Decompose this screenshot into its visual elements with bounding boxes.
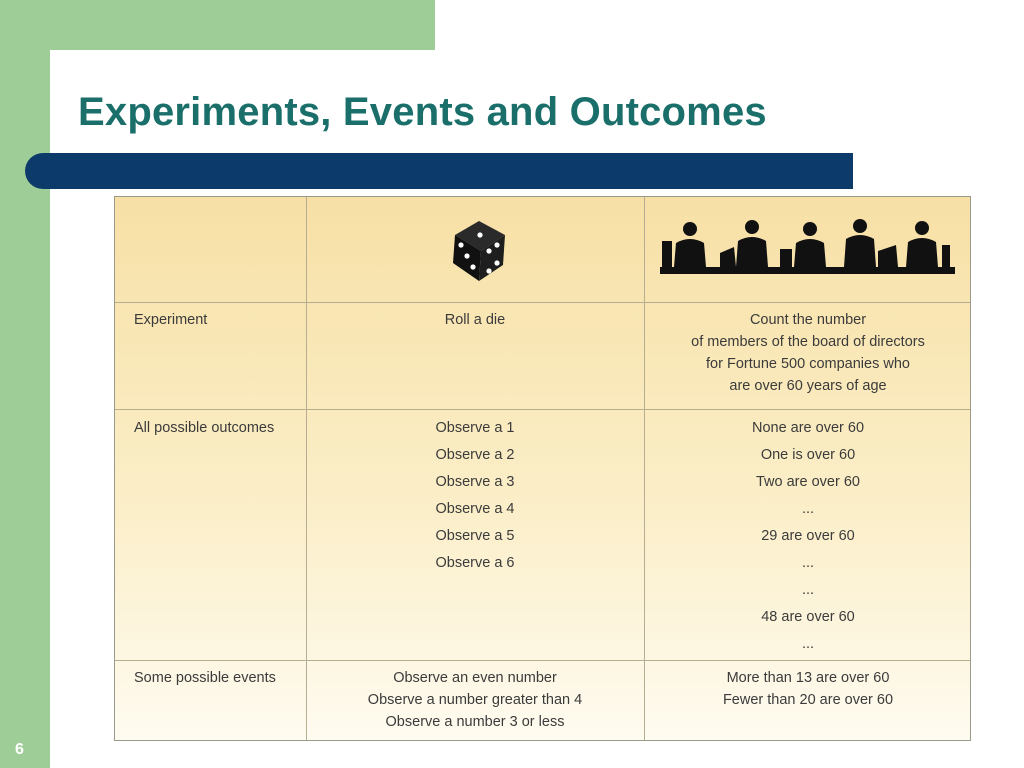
outcomes-die bbox=[306, 415, 644, 577]
outcome-item: One is over 60 bbox=[760, 447, 856, 463]
outcome-item: 29 are over 60 bbox=[761, 528, 855, 544]
experiment-board-line: are over 60 years of age bbox=[729, 378, 887, 394]
outcome-item: ... bbox=[801, 555, 815, 571]
outcome-item: 48 are over 60 bbox=[761, 609, 855, 625]
experiment-label: Experiment bbox=[134, 312, 208, 328]
outcomes-board bbox=[644, 415, 972, 658]
event-item: Observe a number 3 or less bbox=[385, 714, 565, 730]
outcome-item: None are over 60 bbox=[751, 420, 865, 436]
title-underline-bar bbox=[25, 153, 853, 189]
outcome-item: Observe a 1 bbox=[435, 420, 515, 436]
row-divider bbox=[115, 660, 970, 661]
top-green-band bbox=[0, 0, 435, 50]
event-item: Observe a number greater than 4 bbox=[367, 692, 583, 708]
experiment-die: Roll a die bbox=[444, 312, 506, 328]
outcome-item: Observe a 3 bbox=[435, 474, 515, 490]
experiment-board-line: Count the number bbox=[749, 312, 867, 328]
event-item: Observe an even number bbox=[393, 670, 557, 686]
events-die bbox=[306, 667, 644, 733]
event-item: Fewer than 20 are over 60 bbox=[722, 692, 894, 708]
experiment-board-line: for Fortune 500 companies who bbox=[706, 356, 910, 372]
outcomes-label: All possible outcomes bbox=[134, 420, 275, 436]
events-board bbox=[644, 667, 972, 711]
outcome-item: ... bbox=[801, 501, 815, 517]
outcome-item: Observe a 4 bbox=[435, 501, 515, 517]
outcome-item: ... bbox=[801, 582, 815, 598]
outcome-item: Two are over 60 bbox=[756, 474, 860, 490]
left-green-band bbox=[0, 0, 50, 768]
experiment-board-line: of members of the board of directors bbox=[691, 334, 925, 350]
slide-title: Experiments, Events and Outcomes bbox=[78, 90, 767, 134]
experiment-board bbox=[644, 309, 972, 397]
boardroom-silhouette-icon bbox=[660, 217, 955, 279]
outcome-item: Observe a 2 bbox=[435, 447, 515, 463]
die-icon bbox=[449, 215, 509, 285]
events-label: Some possible events bbox=[134, 670, 276, 686]
outcome-item: Observe a 6 bbox=[435, 555, 515, 571]
outcome-item: Observe a 5 bbox=[435, 528, 515, 544]
row-divider bbox=[115, 302, 970, 303]
experiments-table bbox=[114, 196, 971, 741]
outcome-item: ... bbox=[801, 636, 815, 652]
slide-number: 6 bbox=[15, 741, 24, 758]
event-item: More than 13 are over 60 bbox=[726, 670, 890, 686]
row-divider bbox=[115, 409, 970, 410]
